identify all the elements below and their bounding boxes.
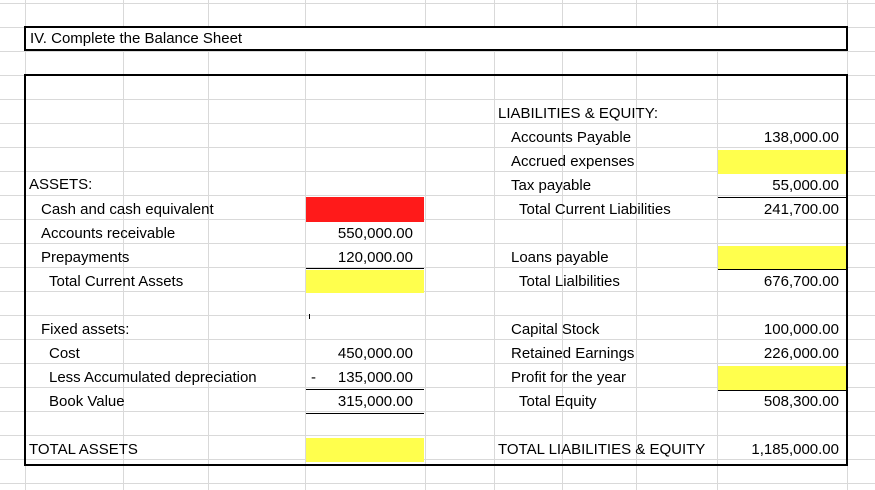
total-current-liabilities-value: 241,700.00 [763,201,839,218]
book-value-label: Book Value [49,393,125,410]
accounts-payable-value: 138,000.00 [763,129,839,146]
prepayments-value: 120,000.00 [337,249,413,266]
capital-stock-value: 100,000.00 [763,321,839,338]
depreciation-value: 135,000.00 [337,369,413,386]
book-value-underline [306,413,424,414]
book-value-value: 315,000.00 [337,393,413,410]
retained-earnings-value: 226,000.00 [763,345,839,362]
profit-cell-missing[interactable] [718,366,846,390]
loans-payable-label: Loans payable [511,249,609,266]
total-current-liabilities-label: Total Current Liabilities [519,201,671,218]
fixed-assets-heading: Fixed assets: [41,321,130,338]
assets-heading: ASSETS: [29,176,93,193]
prepayments-underline [306,268,424,269]
tax-payable-value: 55,000.00 [772,177,839,194]
profit-label: Profit for the year [511,369,627,386]
capital-stock-label: Capital Stock [511,321,600,338]
loans-payable-cell-missing[interactable] [718,246,846,269]
tax-underline [718,197,847,198]
depreciation-underline [306,389,424,390]
accrued-expenses-label: Accrued expenses [511,153,635,170]
total-equity-label: Total Equity [519,393,597,410]
total-liabilities-equity-label: TOTAL LIABILITIES & EQUITY [498,441,706,458]
receivable-label: Accounts receivable [41,225,176,242]
receivable-value: 550,000.00 [337,225,413,242]
liabilities-heading: LIABILITIES & EQUITY: [498,105,659,122]
prepayments-label: Prepayments [41,249,130,266]
depreciation-sign: - [311,369,316,386]
loans-underline [718,269,847,270]
accrued-expenses-cell-missing[interactable] [718,150,846,174]
total-current-assets-cell-missing[interactable] [306,270,424,293]
total-current-assets-label: Total Current Assets [49,273,184,290]
cost-value: 450,000.00 [337,345,413,362]
total-equity-value: 508,300.00 [763,393,839,410]
cash-label: Cash and cash equivalent [41,201,214,218]
depreciation-label: Less Accumulated depreciation [49,369,257,386]
retained-earnings-label: Retained Earnings [511,345,635,362]
cash-value-cell-error[interactable] [306,197,424,222]
cell-mark [309,314,310,319]
sheet-title: IV. Complete the Balance Sheet [30,30,243,47]
total-assets-cell-missing[interactable] [306,438,424,462]
tax-payable-label: Tax payable [511,177,592,194]
total-assets-label: TOTAL ASSETS [29,441,138,458]
cost-label: Cost [49,345,80,362]
total-liabilities-equity-value: 1,185,000.00 [751,441,839,458]
total-liabilities-value: 676,700.00 [763,273,839,290]
total-liabilities-label: Total Lialbilities [519,273,620,290]
accounts-payable-label: Accounts Payable [511,129,632,146]
